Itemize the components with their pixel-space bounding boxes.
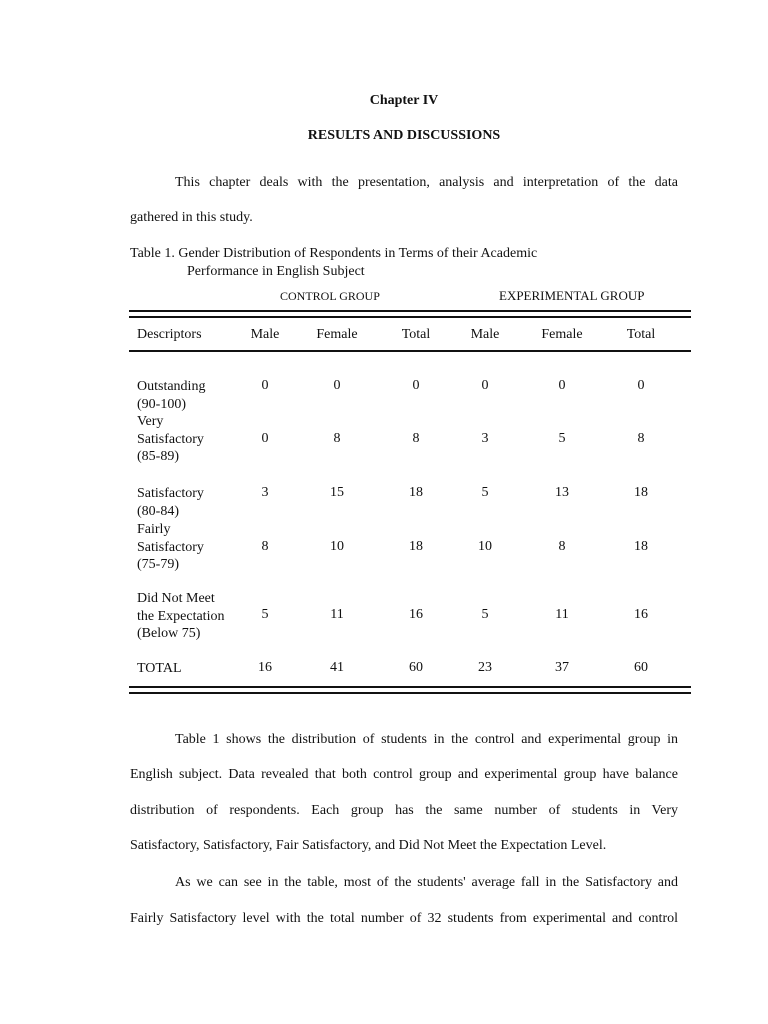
row-descriptor: Fairly — [137, 522, 171, 537]
table-cell: 3 — [261, 485, 269, 500]
row-descriptor-range: (80-84) — [137, 503, 179, 519]
table-cell: 0 — [481, 378, 489, 393]
row-descriptor-range: (75-79) — [137, 557, 179, 572]
header-control-female: Female — [316, 327, 358, 342]
row-descriptor: Did Not Meet — [137, 591, 215, 606]
table-row-very-satisfactory — [137, 413, 204, 466]
table-cell: 0 — [637, 378, 645, 393]
table-cell: 18 — [409, 539, 423, 554]
table-cell: 0 — [261, 431, 269, 446]
table-cell: 18 — [634, 539, 648, 554]
table-cell: 5 — [481, 485, 489, 500]
intro-line-2: gathered in this study. — [130, 210, 253, 225]
table-cell: 11 — [555, 607, 569, 622]
header-experimental-male: Male — [470, 327, 500, 342]
table-caption-line-2: Performance in English Subject — [187, 264, 365, 279]
table-caption-line-1: Table 1. Gender Distribution of Respondents in Terms of their Academic — [130, 246, 538, 261]
experimental-group-label: EXPERIMENTAL GROUP — [499, 288, 645, 303]
table-cell: 18 — [409, 485, 423, 500]
section-heading: RESULTS AND DISCUSSIONS — [307, 128, 501, 143]
table-cell: 18 — [634, 485, 648, 500]
table-cell: 60 — [409, 660, 423, 675]
header-experimental-female: Female — [541, 327, 583, 342]
row-descriptor-range: (85-89) — [137, 449, 179, 464]
discussion-line: Fairly Satisfactory level with the total number of 32 students from experimental and control — [130, 911, 678, 926]
table-top-rule-2 — [129, 316, 691, 318]
table-cell: 16 — [634, 607, 648, 622]
table-cell: 16 — [258, 660, 272, 675]
discussion-line: English subject. Data revealed that both control group and experimental group have balance — [130, 767, 678, 782]
row-descriptor: TOTAL — [137, 661, 182, 676]
table-cell: 3 — [481, 431, 489, 446]
table-row-outstanding — [137, 378, 205, 413]
table-cell: 5 — [261, 607, 269, 622]
intro-line-1: This chapter deals with the presentation, analysis and interpretation of the data — [175, 175, 678, 190]
header-experimental-total: Total — [626, 327, 656, 342]
table-cell: 8 — [637, 431, 645, 446]
table-cell: 10 — [478, 539, 492, 554]
table-cell: 8 — [558, 539, 566, 554]
table-cell: 8 — [412, 431, 420, 446]
table-cell: 8 — [261, 539, 269, 554]
discussion-line: As we can see in the table, most of the students' average fall in the Satisfactory and — [175, 875, 678, 890]
discussion-line: distribution of respondents. Each group has the same number of students in Very — [130, 803, 678, 818]
table-top-rule — [129, 310, 691, 312]
table-row-did-not-meet — [137, 590, 224, 643]
table-cell: 5 — [558, 431, 566, 446]
row-descriptor: Outstanding — [137, 379, 206, 394]
chapter-heading: Chapter IV — [369, 93, 439, 108]
table-cell: 60 — [634, 660, 648, 675]
table-cell: 0 — [558, 378, 566, 393]
table-cell: 41 — [330, 660, 344, 675]
table-cell: 0 — [333, 378, 341, 393]
table-cell: 13 — [555, 485, 569, 500]
discussion-line: Table 1 shows the distribution of students in the control and experimental group in — [175, 732, 678, 747]
header-control-total: Total — [401, 327, 431, 342]
table-header-rule — [129, 350, 691, 352]
header-descriptors: Descriptors — [137, 327, 202, 342]
table-cell: 10 — [330, 539, 344, 554]
table-cell: 8 — [333, 431, 341, 446]
table-cell: 0 — [261, 378, 269, 393]
row-descriptor-range: (90-100) — [137, 396, 186, 412]
row-descriptor-range: (Below 75) — [137, 626, 201, 641]
row-descriptor: Satisfactory — [137, 431, 204, 447]
table-row-total — [137, 660, 182, 678]
table-cell: 16 — [409, 607, 423, 622]
row-descriptor: Very — [137, 414, 164, 429]
table-cell: 5 — [481, 607, 489, 622]
table-cell: 15 — [330, 485, 344, 500]
table-row-satisfactory — [137, 485, 204, 520]
table-cell: 0 — [412, 378, 420, 393]
table-cell: 11 — [330, 607, 344, 622]
header-control-male: Male — [250, 327, 280, 342]
table-cell: 23 — [478, 660, 492, 675]
table-cell: 37 — [555, 660, 569, 675]
table-bottom-rule-2 — [129, 692, 691, 694]
control-group-label: CONTROL GROUP — [280, 289, 380, 303]
row-descriptor: Satisfactory — [137, 486, 204, 501]
row-descriptor: the Expectation — [137, 608, 225, 624]
table-bottom-rule — [129, 686, 691, 688]
table-row-fairly-satisfactory — [137, 521, 204, 574]
row-descriptor: Satisfactory — [137, 539, 204, 555]
discussion-line: Satisfactory, Satisfactory, Fair Satisfactory, and Did Not Meet the Expectation Level. — [130, 838, 607, 853]
